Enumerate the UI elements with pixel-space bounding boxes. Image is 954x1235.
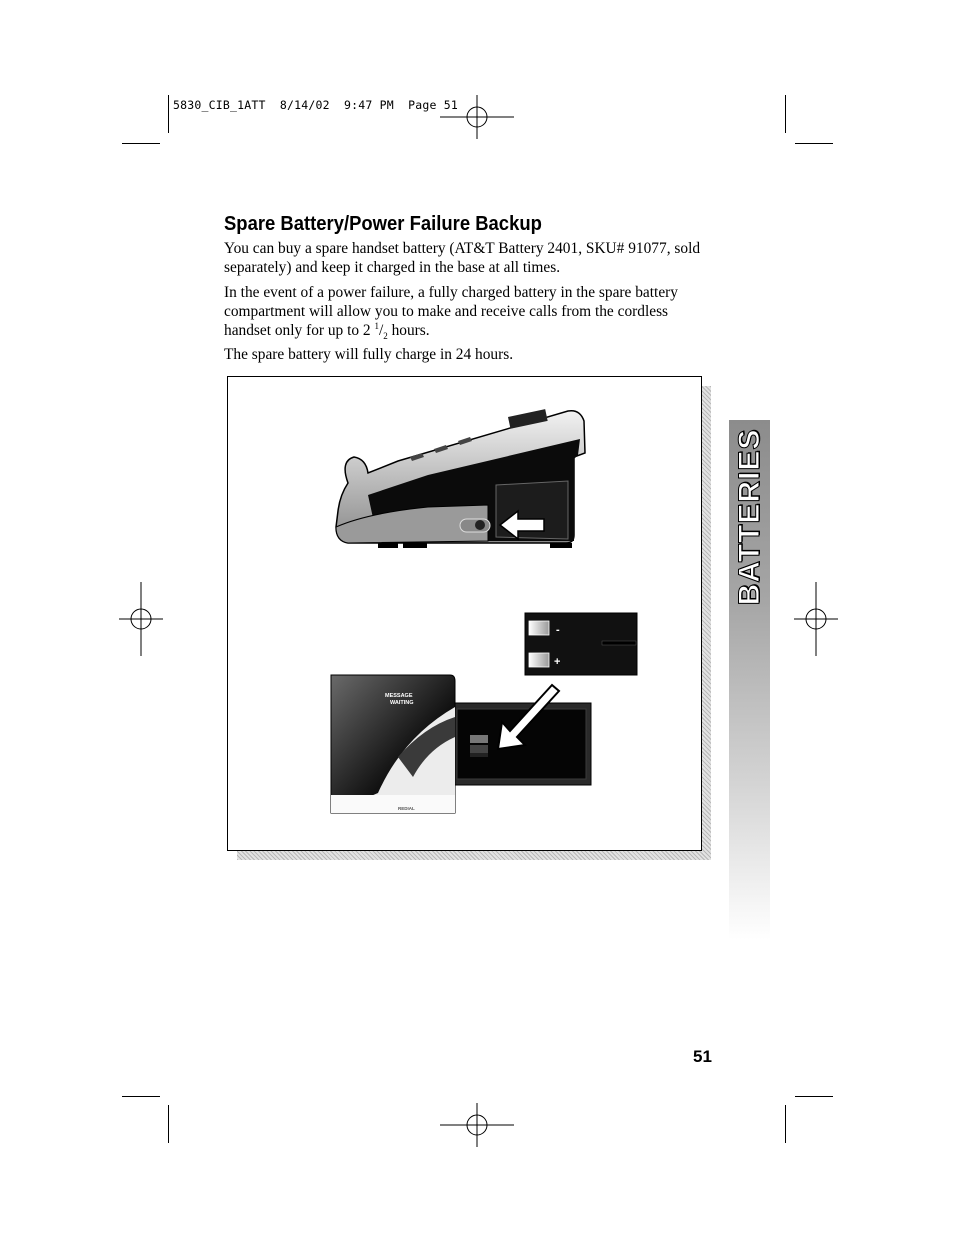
crop-mark — [795, 1096, 833, 1097]
fraction: $^1/_2$ — [374, 320, 388, 342]
handset-and-compartment — [331, 675, 591, 813]
battery-minus-label: - — [556, 624, 560, 636]
phone-battery-diagram — [228, 377, 701, 850]
crop-mark — [795, 143, 833, 144]
paragraph-power-failure — [224, 283, 714, 340]
registration-mark-icon — [440, 80, 514, 154]
crop-mark — [168, 1105, 169, 1143]
battery-compartment-closeup — [525, 613, 637, 675]
print-slug: 5830_CIB_1ATT 8/14/02 9:47 PM Page 51 — [173, 98, 458, 112]
crop-mark — [785, 1105, 786, 1143]
crop-mark — [122, 1096, 160, 1097]
battery-illustration — [227, 376, 702, 851]
message-label-line2: WAITING — [390, 700, 414, 706]
registration-mark-icon — [779, 582, 853, 656]
registration-mark-icon — [104, 582, 178, 656]
paragraph-charge-time: The spare battery will fully charge in 24 hours. — [224, 346, 514, 363]
paragraph-text: hours. — [387, 322, 430, 339]
section-heading: Spare Battery/Power Failure Backup — [224, 212, 542, 235]
crop-mark — [785, 95, 786, 133]
registration-mark-icon — [440, 1088, 514, 1162]
redial-label: REDIAL — [398, 806, 415, 811]
crop-mark — [168, 95, 169, 133]
paragraph-text: In the event of a power failure, a fully charged battery in the spare battery compartment will allow you to make and receive calls from the cordless handset only for up to 2 — [224, 284, 678, 339]
crop-mark — [122, 143, 160, 144]
battery-plus-label: + — [554, 656, 561, 668]
message-label-line1: MESSAGE — [385, 693, 413, 699]
page-number: 51 — [693, 1047, 712, 1066]
phone-base-side-view — [336, 409, 585, 548]
section-tab-label: BATTERIES — [732, 428, 766, 606]
paragraph-spare-battery: You can buy a spare handset battery (AT&T Battery 2401, SKU# 91077, sold separately) and keep it charged in the base at all times. — [224, 240, 701, 276]
